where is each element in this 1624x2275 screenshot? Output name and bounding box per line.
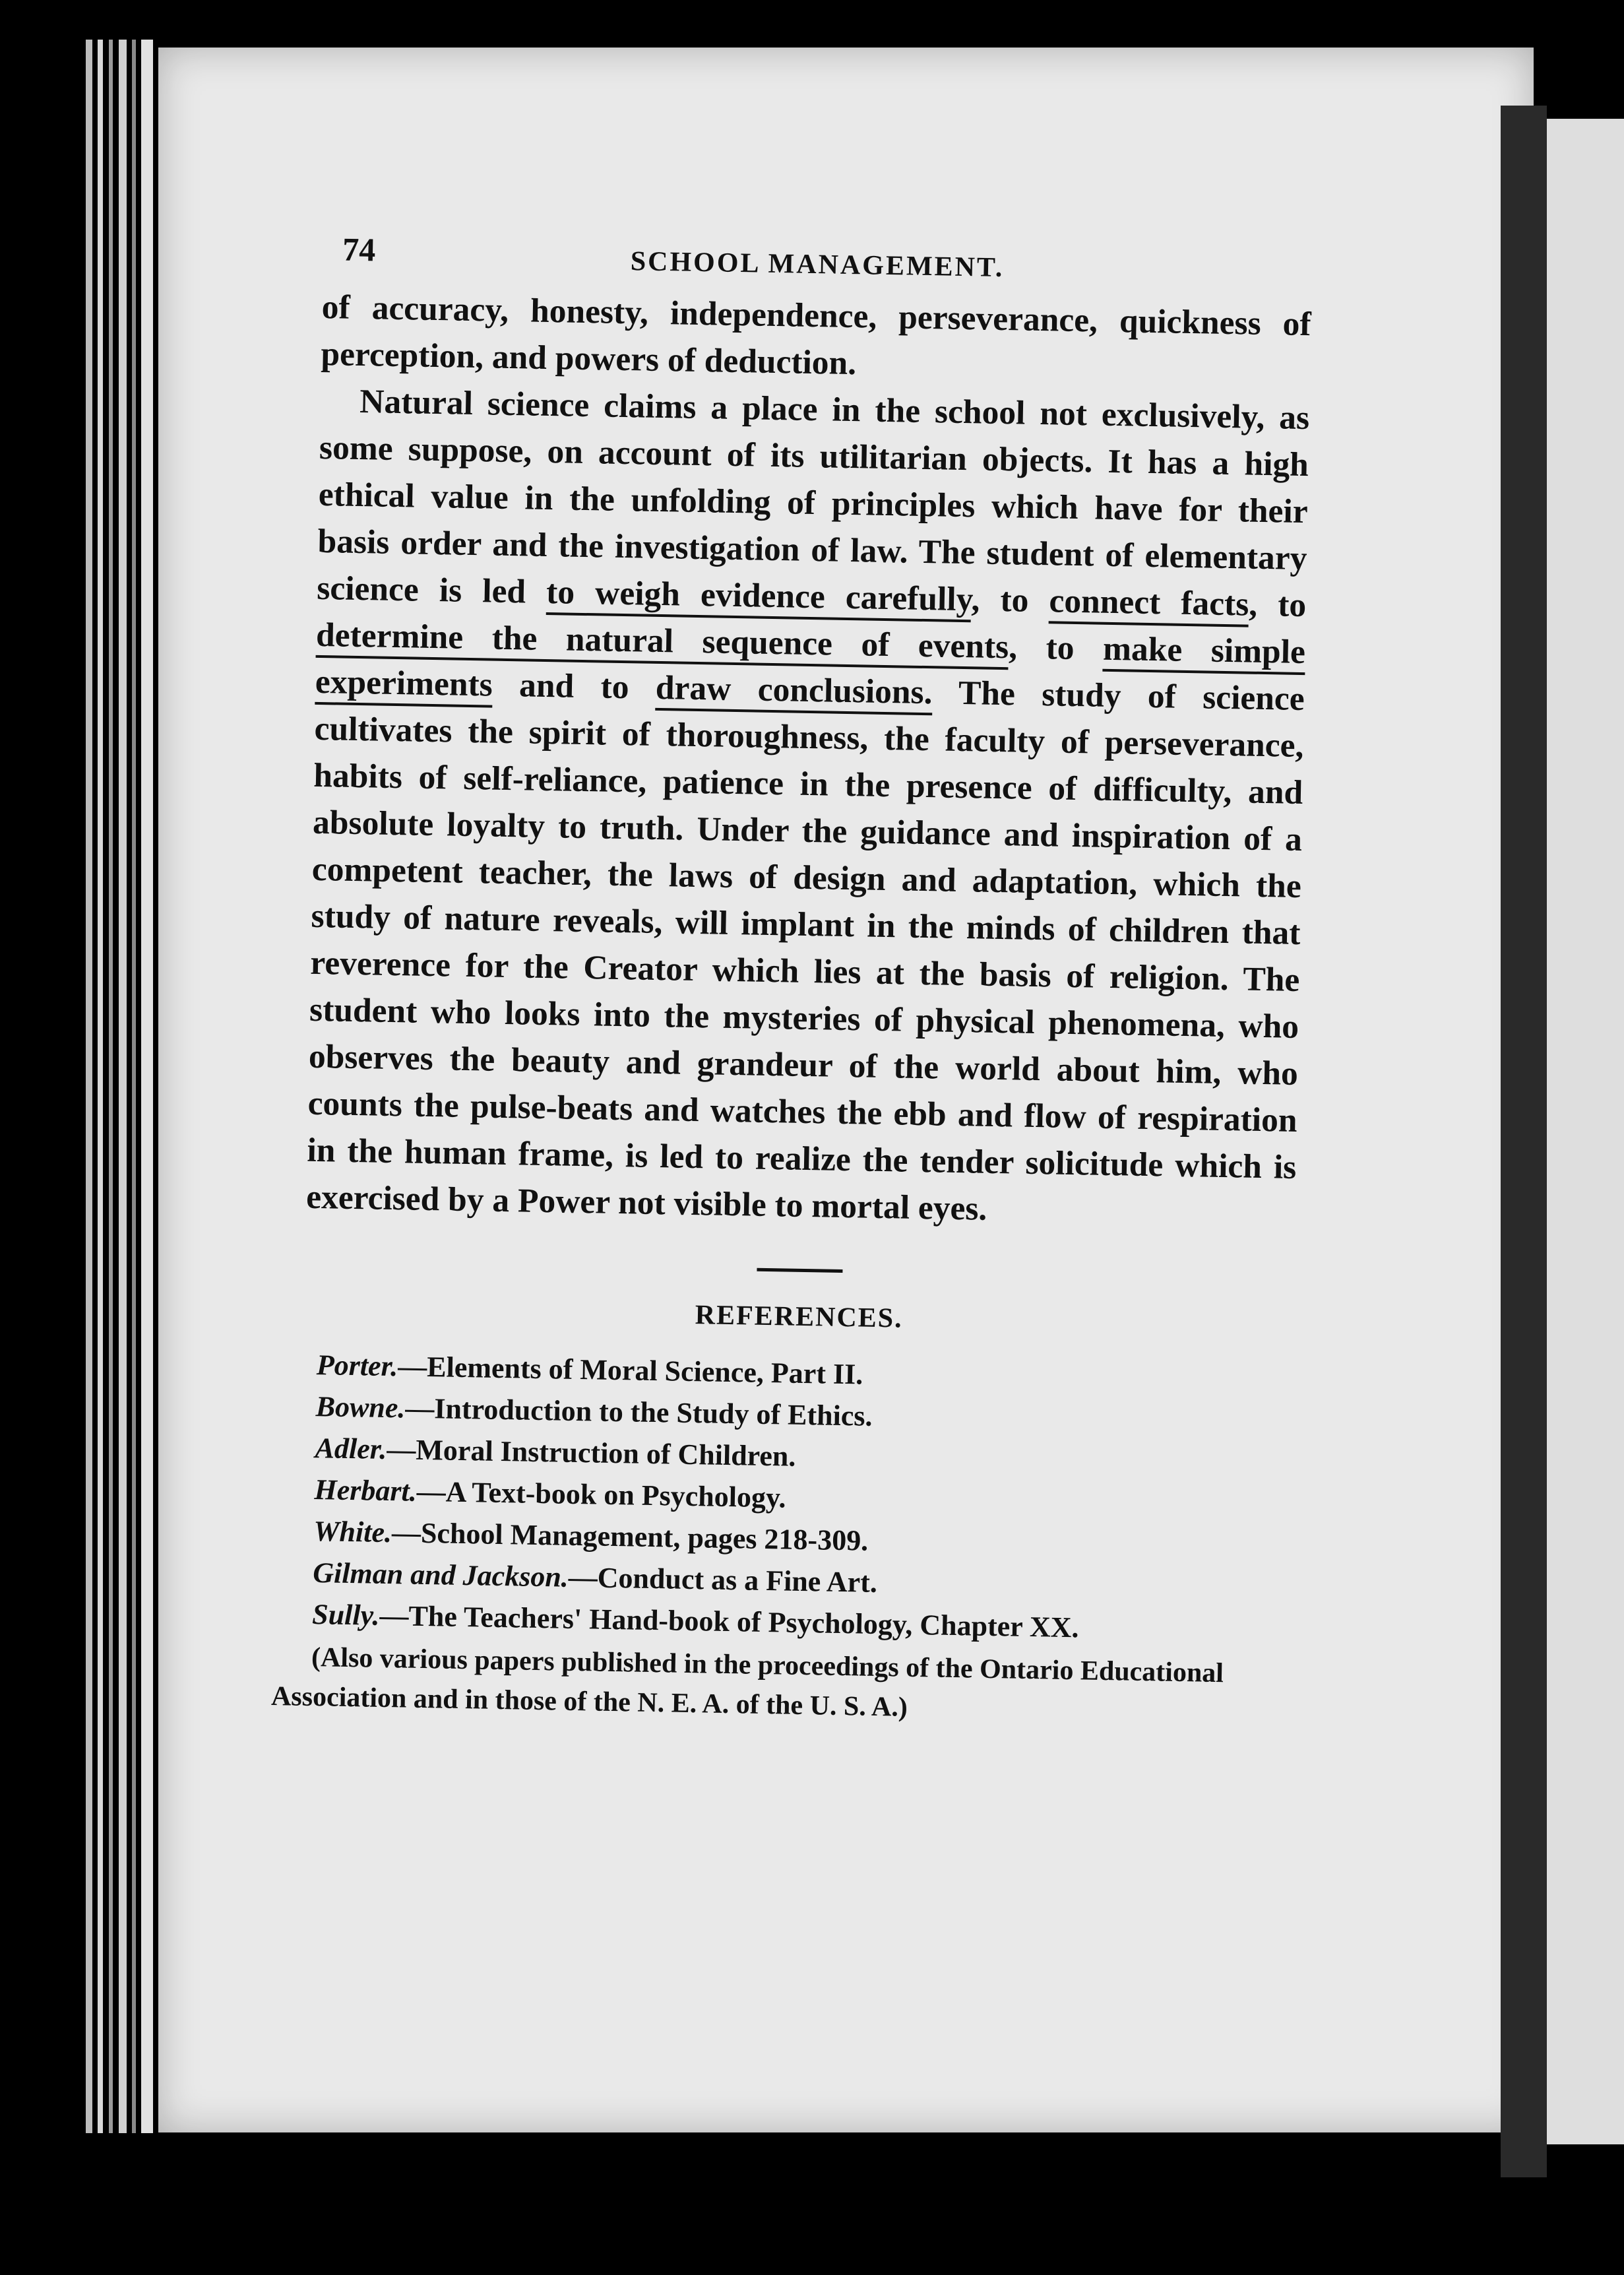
page-gutter-shadow [1501,106,1547,2177]
text-run: The study of science cultivates the spirit of thoroughness, the faculty of perseverance, habits of self-reliance, patience in the presence of difficulty, and absolute loyalty to truth. Under the guidance and inspiration of a competent teacher, the laws of design and adaptation, which the study of nature reveals, will implant in the minds of children that reverence for the Creator which lies at the basis of religion. The student who looks into the mysteries of physical phenomena, who observes the beauty and grandeur of the world about him, who counts the pulse-beats and watches the ebb and flow of respiration in the human frame, is led to realize the tender solicitude which is exercised by a Power not visible to mortal eyes. [305,674,1305,1228]
reference-author: Gilman and Jackson. [312,1556,569,1593]
references-note: (Also various papers published in the proceedings of the Ontario Educational Association and in those of the N. E. A. of the U. S. A.) [270,1642,1224,1723]
reference-title: —A Text-book on Psychology. [416,1475,786,1514]
reference-author: White. [313,1515,392,1549]
facing-page-edge [1547,119,1624,2144]
reference-title: —School Management, pages 218-309. [391,1516,869,1557]
text-run: , to [1008,628,1104,668]
reference-title: —Conduct as a Fine Art. [568,1560,878,1599]
reference-author: Adler. [315,1432,387,1465]
section-divider [757,1268,842,1273]
reference-author: Herbart. [314,1473,418,1508]
underlined-phrase: make simple experiments [315,630,1305,708]
book-edge [98,40,103,2133]
book-edge [119,40,127,2133]
underlined-phrase: to weigh evidence carefully [546,573,972,622]
underlined-phrase: determine the natural sequence of events [316,616,1009,670]
page-content [270,224,1313,1734]
text-run: , to [1248,585,1307,625]
reference-title: —Moral Instruction of Children. [386,1432,796,1473]
reference-author: Porter. [316,1349,398,1383]
text-run: , to [971,581,1050,620]
book-edge [86,40,92,2133]
book-edge [141,40,153,2133]
underlined-phrase: connect facts [1049,582,1249,627]
reference-author: Bowne. [315,1390,406,1425]
reference-title: —Introduction to the Study of Ethics. [404,1392,873,1432]
book-edge [109,40,113,2133]
text-run: and to [492,666,656,707]
text-run: Natural science claims a place in the school not exclusively, as some suppose, on account of its utilitarian objects. It has a high ethical value in the unfolding of principles which have for their basis order and the investigation of law. The student of elementary science is led [316,383,1310,611]
reference-author: Sully. [311,1598,380,1632]
page-header: SCHOOL MANAGEMENT. [630,246,1005,284]
reference-title: —The Teachers' Hand-book of Psychology, Chapter XX. [379,1599,1079,1644]
book-edge [132,40,136,2133]
paragraph-natural-science [306,377,1310,1238]
underlined-phrase: draw conclusions. [655,669,933,715]
reference-title: —Elements of Moral Science, Part II. [397,1350,863,1391]
page-number: 74 [342,230,376,269]
paragraph-continuation: of accuracy, honesty, independence, perseverance, quickness of perception, and powers of deduction. [321,288,1312,383]
references-list [299,1344,1293,1652]
references-heading: REFERENCES. [695,1300,904,1334]
